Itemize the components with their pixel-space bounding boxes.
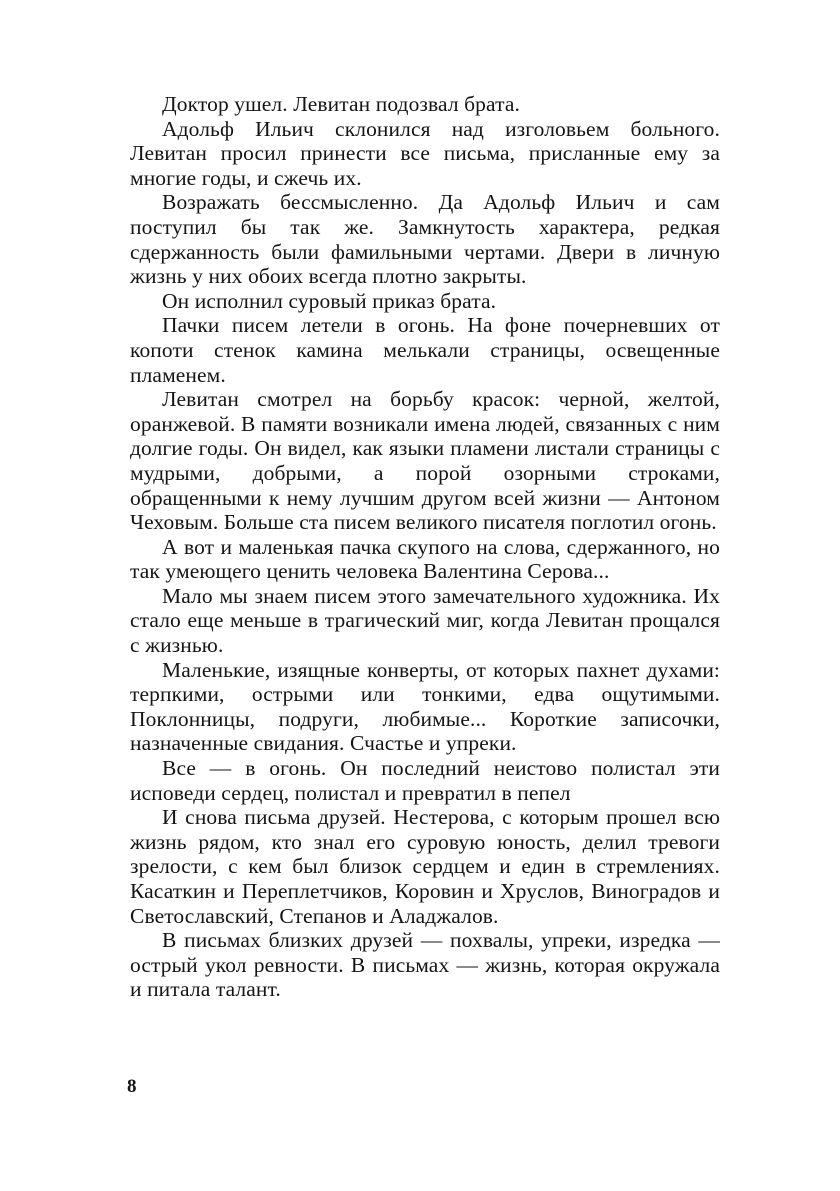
paragraph: Возражать бессмысленно. Да Адольф Ильич и сам поступил бы так же. Замкнутость характера, редкая сдержанность были фамильными чертами. Двери в личную жизнь у них обоих всегда плотно закрыты. [130,190,720,289]
paragraph: Адольф Ильич склонился над изголовьем больного. Левитан просил принести все письма, присланные ему за многие годы, и сжечь их. [130,116,720,190]
paragraph: Маленькие, изящные конверты, от которых пахнет духами: терпкими, острыми или тонкими, едва ощутимыми. Поклонницы, подруги, любимые... Короткие записочки, назначенные свидания. Счастье и упреки. [130,657,720,756]
document-page [130,92,720,1002]
page-number: 8 [127,1076,137,1097]
paragraph: Мало мы знаем писем этого замечательного художника. Их стало еще меньше в трагический миг, когда Левитан прощался с жизнью. [130,583,720,658]
paragraph: А вот и маленькая пачка скупого на слова, сдержанного, но так умеющего ценить человека Валентина Серова... [130,534,720,584]
paragraph: Пачки писем летели в огонь. На фоне почерневших от копоти стенок камина мелькали страницы, освещенные пламенем. [130,313,720,387]
paragraph: Он исполнил суровый приказ брата. [162,288,497,313]
paragraph: И снова письма друзей. Нестерова, с которым прошел всю жизнь рядом, кто знал его суровую юность, делил тревоги зрелости, с кем был близок сердцем и един в стремлениях. Касаткин и Переплетчиков, Коровин и Хруслов, Виноградов и Светославский, Степанов и Аладжалов. [130,805,720,928]
paragraph: Левитан смотрел на борьбу красок: черной, желтой, оранжевой. В памяти возникали имена людей, связанных с ним долгие годы. Он видел, как языки пламени листали страницы с мудрыми, добрыми, а порой озорными строками, обращенными к нему лучшим другом всей жизни — Антоном Чеховым. Больше ста писем великого писателя поглотил огонь. [130,387,720,535]
paragraph: Доктор ушел. Левитан подозвал брата. [162,92,520,116]
paragraph: Все — в огонь. Он последний неистово полистал эти исповеди сердец, полистал и превратил в пепел [130,756,720,805]
paragraph: В письмах близких друзей — похвалы, упреки, изредка — острый укол ревности. В письмах — жизнь, которая окружала и питала талант. [130,928,720,1002]
